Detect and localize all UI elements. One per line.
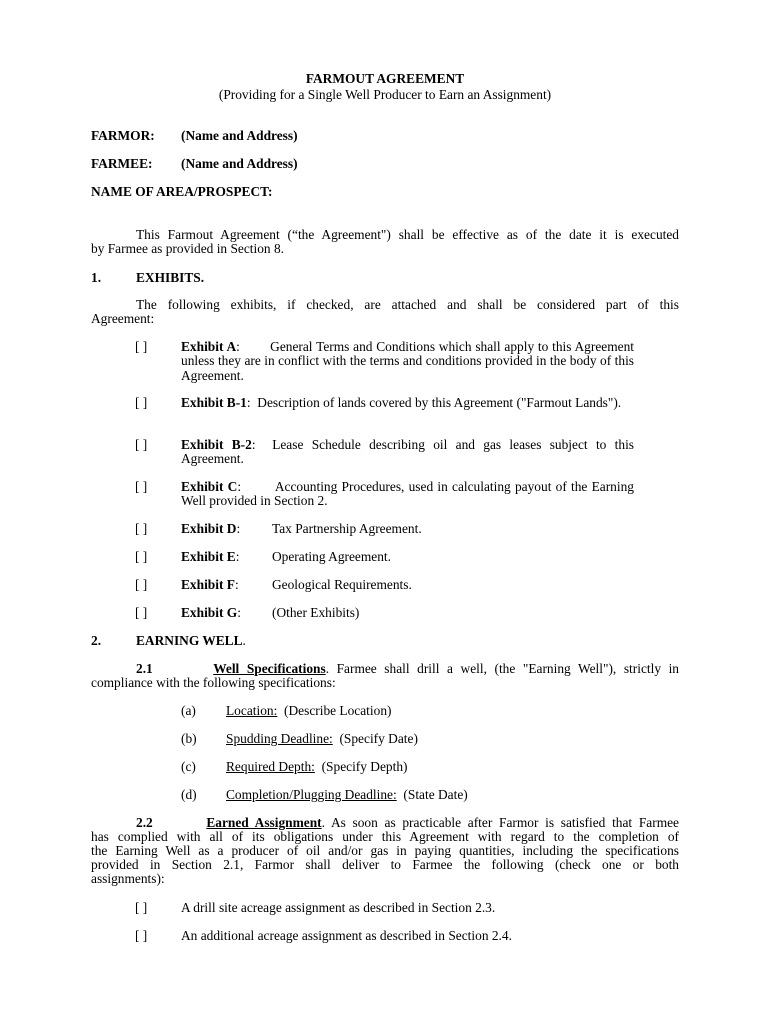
section-2-1-title: Well Specifications: [213, 662, 326, 676]
section-1-intro-line-2: Agreement:: [91, 311, 155, 326]
exhibit-b1-label: Exhibit B-1: [181, 395, 247, 410]
exhibit-b2-checkbox[interactable]: [ ]: [135, 437, 148, 452]
exhibit-c-label: Exhibit C: [181, 479, 238, 494]
assignment-additional-acreage-checkbox[interactable]: [ ]: [135, 928, 148, 943]
exhibit-b1-text: Description of lands covered by this Agreement ("Farmout Lands").: [257, 395, 622, 410]
farmee-value: (Name and Address): [181, 156, 298, 171]
document-subtitle: (Providing for a Single Well Producer to Earn an Assignment): [218, 87, 552, 102]
section-1-heading: EXHIBITS.: [136, 270, 205, 285]
section-2-2-line-3: the Earning Well as a producer of oil and/or gas in paying quantities, including the specifications: [91, 844, 679, 858]
section-1-number: 1.: [91, 270, 102, 285]
section-2-heading: EARNING WELL.: [136, 633, 246, 648]
section-2-2-line-5: assignments):: [91, 871, 165, 886]
exhibit-d-checkbox[interactable]: [ ]: [135, 521, 148, 536]
assignment-drill-site-checkbox[interactable]: [ ]: [135, 900, 148, 915]
exhibit-c-text: Accounting Procedures, used in calculating payout of the Earning Well provided in Section 2.: [181, 479, 634, 509]
section-2-2-line-4: provided in Section 2.1, Farmor shall deliver to Farmee the following (check one or both: [91, 858, 679, 872]
exhibit-a-text: General Terms and Conditions which shall apply to this Agreement unless they are in conflict with the terms and conditions provided in the body of this Agreement.: [181, 339, 635, 383]
section-2-number: 2.: [91, 633, 102, 648]
exhibit-f-checkbox[interactable]: [ ]: [135, 577, 148, 592]
exhibit-b2-label: Exhibit B-2: [181, 437, 252, 452]
intro-line-1: This Farmout Agreement (“the Agreement") shall be effective as of the date it is executed: [136, 228, 679, 242]
exhibit-c-checkbox[interactable]: [ ]: [135, 479, 148, 494]
exhibit-b1-item: Exhibit B-1: Description of lands covered by this Agreement ("Farmout Lands").: [181, 395, 622, 410]
exhibit-b1-checkbox[interactable]: [ ]: [135, 395, 148, 410]
exhibit-d-text: Tax Partnership Agreement.: [272, 521, 422, 536]
exhibit-g-checkbox[interactable]: [ ]: [135, 605, 148, 620]
spec-a-letter: (a): [181, 703, 196, 718]
exhibit-b2-text: Lease Schedule describing oil and gas leases subject to this Agreement.: [181, 437, 635, 467]
spec-b-letter: (b): [181, 731, 197, 746]
exhibit-b2-item: Exhibit B-2: Lease Schedule describing oil and gas leases subject to this Agreement.: [181, 437, 635, 467]
exhibit-e-label: Exhibit E:: [181, 549, 240, 564]
section-2-2-line-1: 2.2 Earned Assignment. As soon as practicable after Farmor is satisfied that Farmee: [136, 816, 679, 830]
assignment-additional-acreage-text: An additional acreage assignment as described in Section 2.4.: [181, 928, 512, 943]
exhibit-e-text: Operating Agreement.: [272, 549, 391, 564]
exhibit-f-label: Exhibit F:: [181, 577, 239, 592]
section-2-1-line-2: compliance with the following specifications:: [91, 675, 336, 690]
section-2-2-title: Earned Assignment: [206, 816, 322, 830]
exhibit-g-text: (Other Exhibits): [272, 605, 360, 620]
exhibit-a-label: Exhibit A: [181, 339, 237, 354]
document-title: FARMOUT AGREEMENT: [305, 71, 465, 86]
area-prospect-label: NAME OF AREA/PROSPECT:: [91, 184, 273, 199]
spec-d: Completion/Plugging Deadline: (State Date): [226, 787, 468, 802]
assignment-drill-site-text: A drill site acreage assignment as described in Section 2.3.: [181, 900, 496, 915]
spec-a: Location: (Describe Location): [226, 703, 392, 718]
spec-c-letter: (c): [181, 759, 196, 774]
exhibit-e-checkbox[interactable]: [ ]: [135, 549, 148, 564]
section-2-2-line-2: has complied with all of its obligations under this Agreement with regard to the completion of: [91, 830, 679, 844]
farmor-label: FARMOR:: [91, 128, 155, 143]
section-2-1-line-1: 2.1 Well Specifications. Farmee shall drill a well, (the "Earning Well"), strictly in: [136, 662, 679, 676]
exhibit-a-item: Exhibit A: General Terms and Conditions which shall apply to this Agreement unless they are in conflict with the terms and conditions provided in the body of this Agreement.: [181, 339, 635, 383]
farmor-value: (Name and Address): [181, 128, 298, 143]
exhibit-a-checkbox[interactable]: [ ]: [135, 339, 148, 354]
spec-b: Spudding Deadline: (Specify Date): [226, 731, 418, 746]
exhibit-g-label: Exhibit G:: [181, 605, 241, 620]
farmee-label: FARMEE:: [91, 156, 153, 171]
spec-c: Required Depth: (Specify Depth): [226, 759, 408, 774]
exhibit-c-item: Exhibit C: Accounting Procedures, used in calculating payout of the Earning Well provided in Section 2.: [181, 479, 634, 509]
exhibit-f-text: Geological Requirements.: [272, 577, 412, 592]
spec-d-letter: (d): [181, 787, 197, 802]
section-1-intro-line-1: The following exhibits, if checked, are attached and shall be considered part of this: [136, 298, 679, 312]
section-2-2-number: 2.2: [136, 816, 153, 830]
exhibit-d-label: Exhibit D:: [181, 521, 241, 536]
intro-line-2: by Farmee as provided in Section 8.: [91, 241, 285, 256]
section-2-1-number: 2.1: [136, 662, 153, 676]
